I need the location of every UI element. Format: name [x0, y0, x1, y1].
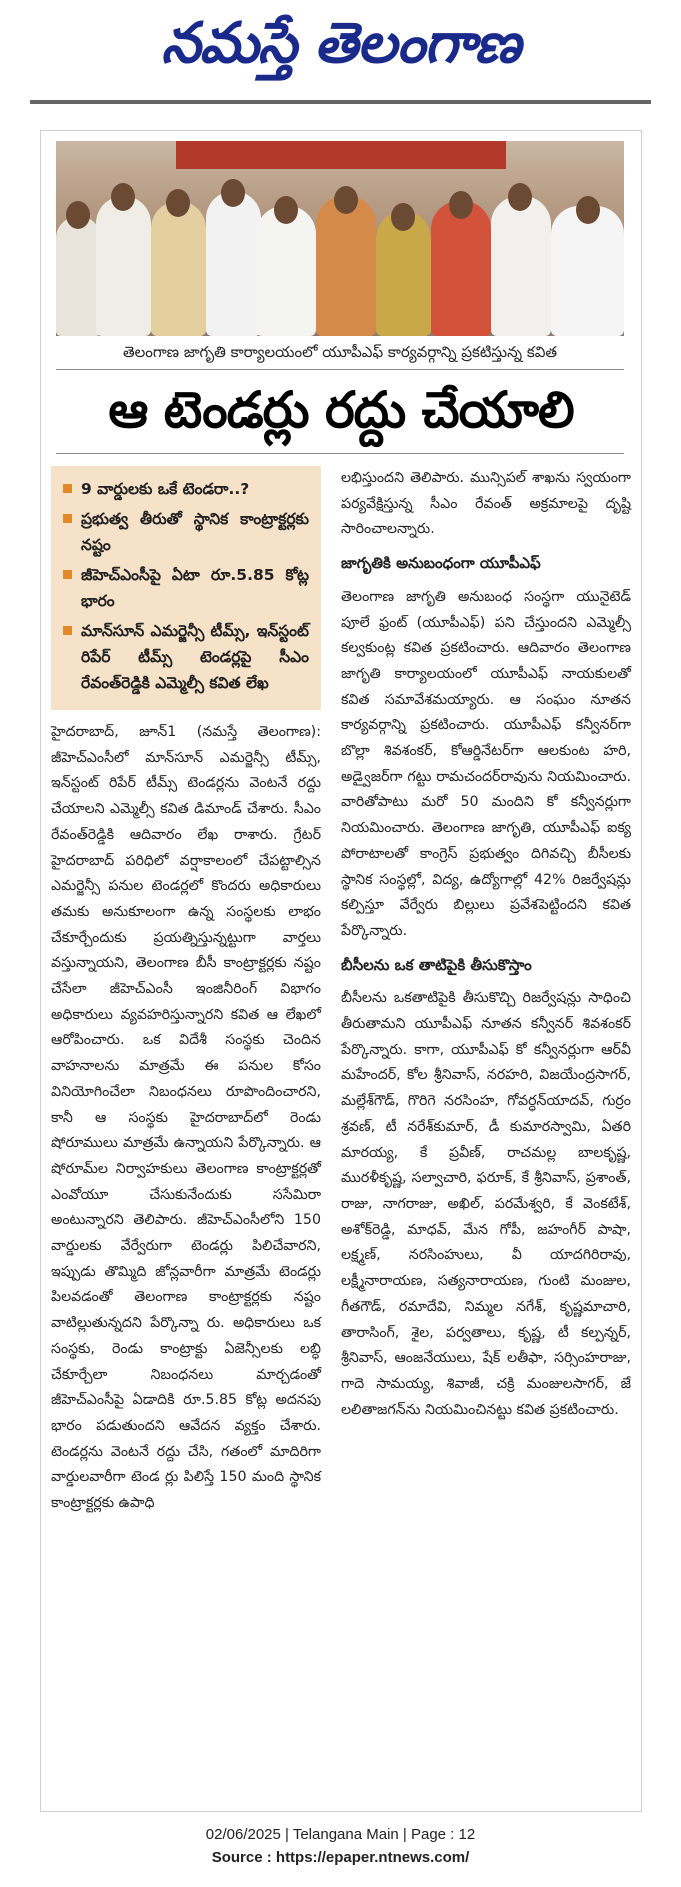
subheading-bc: బీసీలను ఒక తాటిపైకి తీసుకొస్తాం: [341, 955, 532, 974]
person: [151, 201, 206, 336]
person-head: [391, 203, 415, 231]
person-head: [111, 183, 135, 211]
article-body-right-bottom: బీసీలను ఒకతాటిపైకి తీసుకొచ్చి రిజర్వేషన్లు సాధించి తీరుతామని యూపీఎఫ్ నూతన కన్వీనర్ శివశంకర్ పేర్కొన్నారు. కాగా, యూపీఎఫ్ కో కన్వీనర్లుగా ఆర్‌వీ మహేందర్, కోల శ్రీనివాస్, నరహరి, విజయేంద్రసాగర్, మల్లేశ్‌గౌడ్, గొరిగె నరసింహ, గోవర్ధన్‌యాదవ్, గుర్రం శ్రవణ్, టీ నరేశ్‌కుమార్, డీ కుమారస్వామి, ఏతరి మారయ్య, కే ప్రవీణ్, రాచమల్ల బాలకృష్ణ, మురళీకృష్ణ, సల్వాచారి, ఫరూక్, కే శ్రీనివాస్, ప్రశాంత్, రాజు, నాగరాజు, అఖిల్, పరమేశ్వరి, కే వెంకటేశ్, అశోక్‌రెడ్డి, మాధవ్, మేన గోపీ, జహంగీర్ పాషా, లక్ష్మణ్, నరసింహులు, వీ యాదగిరిరావు, లక్ష్మీనారాయణ, సత్యనారాయణ, గుంటి మంజుల, గీతగౌడ్, రమాదేవి, నిమ్మల నగేశ్, కృష్ణమాచారి, తారాసింగ్, శైల, పర్వతాలు, కృష్ణ, టీ కల్పన్నర్, శ్రీనివాస్, ఆంజనేయులు, షేక్ లతీఫా, సర్సింహరాజు, గాదె సామయ్య, శివాజీ, చక్రి మంజులసాగర్, జే లలితాజగన్‌ను నియమించినట్టు కవిత ప్రకటించారు.: [341, 990, 631, 1418]
person: [316, 196, 376, 336]
square-bullet-icon: [63, 570, 72, 579]
masthead-divider: [30, 100, 651, 104]
person: [491, 196, 551, 336]
person: [256, 206, 316, 336]
highlight-item: [61, 476, 309, 502]
person-head: [66, 201, 90, 229]
person: [96, 196, 151, 336]
person-head: [508, 183, 532, 211]
square-bullet-icon: [63, 484, 72, 493]
person: [56, 216, 101, 336]
news-photo: [56, 141, 624, 336]
news-clipping: [40, 130, 642, 1812]
subheading-upf: జాగృతికి అనుబంధంగా యూపీఎఫ్: [341, 554, 541, 573]
person-head: [274, 196, 298, 224]
highlight-item: [61, 562, 309, 614]
right-column: [341, 466, 631, 1423]
highlight-text: 9 వార్డులకు ఒకే టెండరా..?: [81, 480, 250, 498]
highlight-text: మాన్‌సూన్ ఎమర్జెన్సీ టీమ్స్, ఇన్‌స్టంట్ రిపేర్ టీమ్స్ టెండర్లపై సీఎం రేవంత్‌రెడ్డికి ఎమ్మెల్సీ కవిత లేఖ: [81, 622, 309, 692]
highlight-text: ప్రభుత్వ తీరుతో స్థానిక కాంట్రాక్టర్లకు నష్టం: [81, 510, 309, 554]
article-body-right-top: లభిస్తుందని తెలిపారు. మున్సిపల్ శాఖను స్వయంగా పర్యవేక్షిస్తున్న సీఎం రేవంత్ అక్రమాలపై దృష్టి సారించాలన్నారు.: [341, 470, 631, 538]
masthead: [0, 0, 681, 100]
footer-date-line: 02/06/2025 | Telangana Main | Page : 12: [205, 1826, 476, 1843]
square-bullet-icon: [63, 626, 72, 635]
square-bullet-icon: [63, 514, 72, 523]
highlights-box: [51, 466, 321, 710]
left-column: [51, 466, 321, 1517]
person-head: [334, 186, 358, 214]
person-head: [449, 191, 473, 219]
caption-divider: [56, 369, 624, 370]
highlight-item: [61, 506, 309, 558]
photo-banner: [176, 141, 506, 169]
person: [206, 191, 261, 336]
person-head: [166, 189, 190, 217]
newspaper-title: నమస్తే తెలంగాణ: [161, 10, 520, 76]
article-headline: ఆ టెండర్లు రద్దు చేయాలి: [108, 381, 574, 439]
person-head: [221, 179, 245, 207]
article-body-right-mid: తెలంగాణ జాగృతి అనుబంధ సంస్థగా యునైటెడ్ పూలే ఫ్రంట్ (యూపీఎఫ్) పని చేస్తుందని ఎమ్మెల్సీ కల్వకుంట్ల కవిత ప్రకటించారు. ఆదివారం తెలంగాణ జాగృతి కార్యాలయంలో యూపీఎఫ్ నాయకులతో కవిత సమావేశమయ్యారు. ఆ సంఘం నూతన కార్యవర్గాన్ని ప్రకటించారు. యూపీఎఫ్ కన్వీనర్‌గా బొల్లా శివశంకర్, కోఆర్డినేటర్‌గా ఆలకుంట హరి, అడ్వైజర్‌గా గట్టు రామచందర్‌రావును నియమించారు. వారితోపాటు మరో 50 మందిని కో కన్వీనర్లుగా నియమించారు. తెలంగాణ జాగృతి, యూపీఎఫ్ ఐక్య పోరాటాలతో కాంగ్రెస్ ప్రభుత్వం దిగివచ్చి బీసీలకు స్థానిక సంస్థల్లో, విద్య, ఉద్యోగాల్లో 42% రిజర్వేషన్లు కల్పిస్తూ వేర్వేరు బిల్లులు ప్రవేశపెట్టిందని కవిత పేర్కొన్నారు.: [341, 588, 631, 939]
person: [551, 206, 624, 336]
headline-divider: [56, 453, 624, 454]
article-body-left: హైదరాబాద్, జూన్1 (నమస్తే తెలంగాణ): జీహెచ్ఎంసీలో మాన్‌సూన్ ఎమర్జెన్సీ టీమ్స్, ఇన్‌స్టంట్ రిపేర్ టీమ్స్ టెండర్లను వెంటనే రద్దు చేయాలని ఎమ్మెల్సీ కవిత డిమాండ్ చేశారు. సీఎం రేవంత్‌రెడ్డికి ఆదివారం లేఖ రాశారు. గ్రేటర్ హైదరాబాద్ పరిధిలో వర్షాకాలంలో చేపట్టాల్సిన ఎమర్జెన్సీ పనుల టెండర్లలో కొందరు అధికారులు తమకు అనుకూలంగా ఉన్న సంస్థలకు లాభం చేకూర్చేందుకు ప్రయత్నిస్తున్నట్టుగా వార్తలు వస్తున్నాయని, తెలంగాణ బీసీ కాంట్రాక్టర్లకు నష్టం చేసేలా జీహెచ్ఎంసీ ఇంజినీరింగ్ విభాగం అధికారులు వ్యవహరిస్తున్నారని కవిత ఆ లేఖలో ఆరోపించారు. ఒక విదేశీ సంస్థకు చెందిన వాహనాలను మాత్రమే ఈ పనుల కోసం వినియోగించేలా నిబంధనలు రూపొందించారని, కానీ ఆ సంస్థకు హైదరాబాద్‌లో రెండు షోరూములు మాత్రమే ఉన్నాయని పేర్కొన్నారు. ఆ షోరూమ్‌ల నిర్వాహకులు తెలంగాణ కాంట్రాక్టర్లతో ఎంవోయూ చేసుకునేందుకు ససేమిరా అంటున్నారని తెలిపారు. జీహెచ్ఎంసీలోని 150 వార్డులకు వేర్వేరుగా టెండర్లు పిలిచేవారని, ఇప్పుడు తొమ్మిది జోన్లవారీగా మాత్రమే టెండర్లు పిలవడంతో తెలంగాణ కాంట్రాక్టర్లకు నష్టం వాటిల్లుతున్నదని పేర్కొన్నా రు. అధికారులు ఒక సంస్థకు, రెండు కాంట్రాక్టు ఏజెన్సీలకు లబ్ధి చేకూర్చేలా నిబంధనలు మార్చడంతో జీహెచ్ఎంసీపై ఏడాదికి రూ.5.85 కోట్ల అదనపు భారం పడుతుందని ఆవేదన వ్యక్తం చేశారు. టెండర్లను వెంటనే రద్దు చేసి, గతంలో మాదిరిగా వార్డులవారీగా టెండ ర్లు పిలిస్తే 150 మంది స్థానిక కాంట్రాక్టర్లకు ఉపాధి: [51, 724, 321, 1512]
footer-source-line: Source : https://epaper.ntnews.com/: [211, 1849, 470, 1866]
person-head: [576, 196, 600, 224]
photo-caption: తెలంగాణ జాగృతి కార్యాలయంలో యూపీఎఫ్ కార్యవర్గాన్ని ప్రకటిస్తున్న కవిత: [122, 343, 558, 361]
highlight-item: [61, 618, 309, 696]
person: [431, 201, 491, 336]
highlight-text: జీహెచ్ఎంసీపై ఏటా రూ.5.85 కోట్ల భారం: [81, 566, 309, 610]
